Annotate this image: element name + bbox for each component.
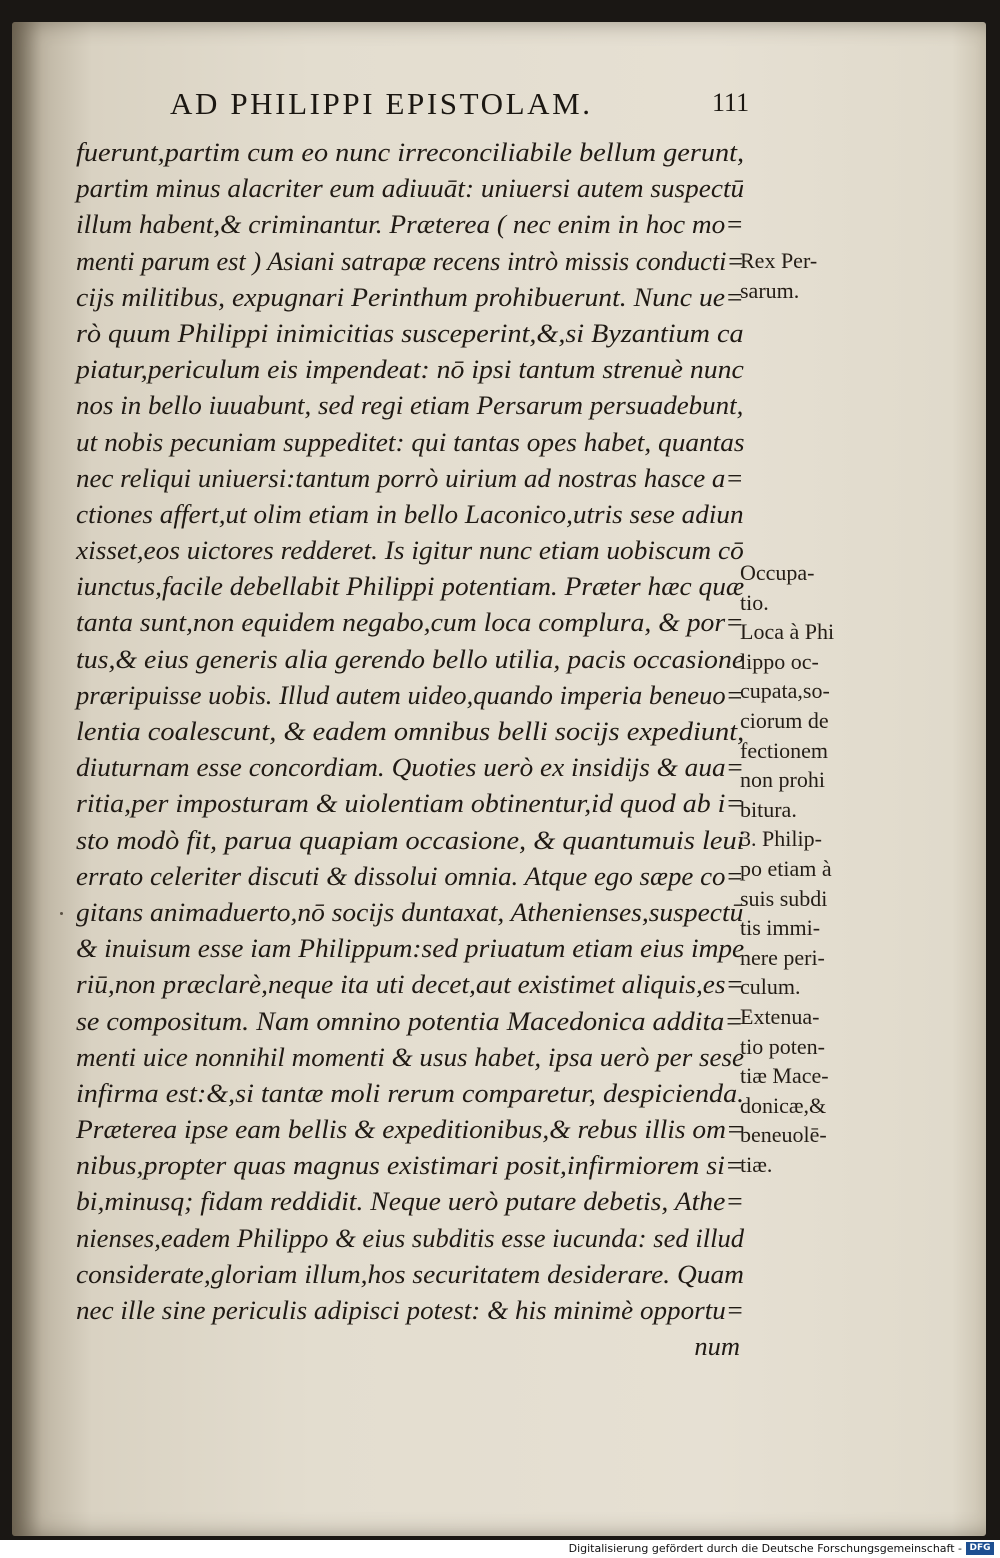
text-line: diuturnam esse concordiam. Quoties uerò ex insidijs & aua= <box>76 752 744 783</box>
margin-notes <box>740 0 860 1400</box>
text-line: cijs militibus, expugnari Perinthum prohibuerunt. Nunc ue= <box>76 281 744 312</box>
body-text <box>76 134 748 1364</box>
text-line: xisset,eos uictores redderet. Is igitur nunc etiam uobiscum cō <box>76 535 744 566</box>
text-line: nienses,eadem Philippo & eius subditis esse iucunda: sed illud <box>76 1222 745 1253</box>
text-line: fuerunt,partim cum eo nunc irreconciliabile bellum gerunt, <box>76 137 745 167</box>
text-line: tanta sunt,non equidem negabo,cum loca complura, & por= <box>76 607 744 638</box>
text-line: infirma est:&,si tantæ moli rerum comparetur, despicienda. <box>76 1077 745 1108</box>
text-line: num <box>694 1331 740 1362</box>
text-line: lentia coalescunt, & eadem omnibus belli socijs expediunt, <box>76 716 745 746</box>
text-line: piatur,periculum eis impendeat: nō ipsi tantum strenuè nunc <box>76 354 744 385</box>
margin-note-occupatio: Occupa- tio. Loca à Phi lippo oc- cupata,so- ciorum de fectionem non prohi bitura. 3. Philip- po etiam à suis subdi tis immi- nere peri- culum. Extenua- tio poten- tiæ Mace- donicæ,& beneuolē- tiæ. <box>740 560 835 1177</box>
text-line: bi,minusq; fidam reddidit. Neque uerò putare debetis, Athe= <box>76 1186 744 1217</box>
text-line: nec reliqui uniuersi:tantum porrò uirium ad nostras hasce a= <box>76 462 744 493</box>
digitization-footer <box>0 1540 1000 1558</box>
text-line: rò quum Philippi inimicitias susceperint,&,si Byzantium ca <box>76 317 744 348</box>
dfg-logo: DFG <box>966 1542 994 1555</box>
text-line: sto modò fit, parua quapiam occasione, & quantumuis leui <box>76 824 745 855</box>
margin-note-rex-persarum: Rex Per- sarum. <box>740 248 818 303</box>
ink-speck <box>60 912 63 915</box>
text-line: ctiones affert,ut olim etiam in bello Laconico,utris sese adiun <box>76 498 744 529</box>
page-number: 111 <box>712 88 750 117</box>
running-head-title: AD PHILIPPI EPISTOLAM. <box>170 86 593 121</box>
text-line: ut nobis pecuniam suppeditet: qui tantas opes habet, quantas <box>76 426 745 457</box>
text-line: tus,& eius generis alia gerendo bello utilia, pacis occasione <box>76 643 745 674</box>
text-line: considerate,gloriam illum,hos securitatem desiderare. Quam <box>76 1258 744 1289</box>
text-line: iunctus,facile debellabit Philippi potentiam. Præter hæc quæ <box>76 571 745 602</box>
text-line: nec ille sine periculis adipisci potest: & his minimè opportu= <box>76 1295 745 1325</box>
text-line: se compositum. Nam omnino potentia Macedonica addita= <box>76 1005 744 1036</box>
text-line: ritia,per imposturam & uiolentiam obtinentur,id quod ab i= <box>76 788 745 819</box>
text-line: menti uice nonnihil momenti & usus habet, ipsa uerò per sese <box>76 1041 745 1072</box>
text-line: & inuisum esse iam Philippum:sed priuatum etiam eius impe <box>76 933 745 964</box>
text-line: Præterea ipse eam bellis & expeditionibus,& rebus illis om= <box>76 1114 745 1145</box>
text-line: gitans animaduerto,nō socijs duntaxat, Athenienses,suspectū <box>76 896 744 927</box>
text-line: riū,non præclarè,neque ita uti decet,aut existimet aliquis,es= <box>76 969 744 1000</box>
text-line: errato celeriter discuti & dissolui omnia. Atque ego sæpe co= <box>76 860 744 891</box>
text-line: illum habent,& criminantur. Præterea ( nec enim in hoc mo= <box>76 209 744 240</box>
text-line: partim minus alacriter eum adiuuāt: uniuersi autem suspectū <box>76 173 745 204</box>
text-line: menti parum est ) Asiani satrapæ recens intrò missis conducti= <box>76 245 745 276</box>
text-line: nibus,propter quas magnus existimari posit,infirmiorem si= <box>76 1150 744 1181</box>
text-line: nos in bello iuuabunt, sed regi etiam Persarum persuadebunt, <box>76 390 744 421</box>
footer-credit: Digitalisierung gefördert durch die Deutsche Forschungsgemeinschaft - <box>568 1542 962 1555</box>
text-line: præripuisse uobis. Illud autem uideo,quando imperia beneuo= <box>76 679 744 710</box>
